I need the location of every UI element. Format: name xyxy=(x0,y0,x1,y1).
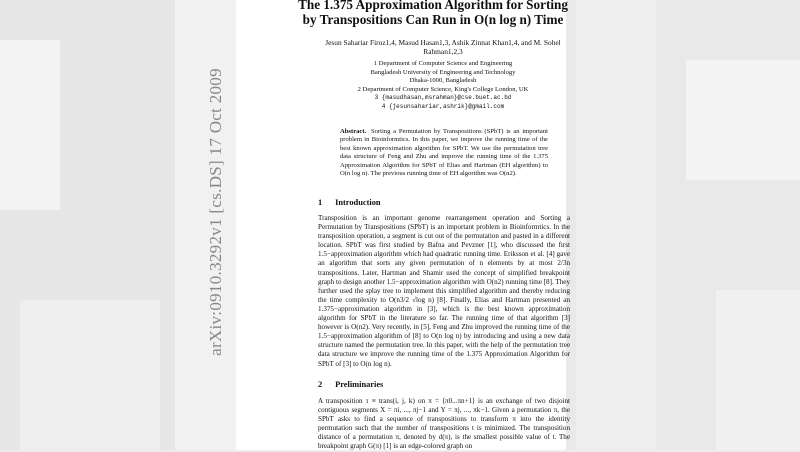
intro-paragraph: Transposition is an important genome rearrangement operation and Sorting a Permutation by Transpositions (SPbT) is an important problem in Bioinformtics. In the transposition operation, a segment is cut out of the permutation and pasted in a different location. SPbT was first studied by Bafna and Pevzner [1], who discussed the first 1.5−approximation algorithm which had quadratic running time. Eriksson et al. [4] gave an algorithm that sorts any given permutation of n elements by at most 2/3n transpositions. Later, Hartman and Shamir used the concept of simplified breakpoint graph to design another 1.5−approximation algorithm with O(n2) running time [8]. They further used the splay tree to implement this simplified algorithm and thereby reducing the time complexity to O(n3/2 √log n) [8]. Finally, Elias and Hartman presented an 1.375−approximation algorithm in [3], which is the best known approximation algorithm for SPbT in the literature so far. The running time of that algorithm [3] however is O(n2). Very recently, in [5], Feng and Zhu improved the running time of the 1.5−approximation algorithm of [8] to O(n log n) by introducing and using a new data structure named the permutation tree. In this paper, with the help of the permutation tree data structure we improve the running time of the 1.375 Approximation Algorithm for SPbT of [3] to O(n log n). xyxy=(318,214,570,368)
abstract xyxy=(340,128,548,178)
email-line: 3 {masudhasan,msrahman}@cse.buet.ac.bd xyxy=(374,94,512,102)
left-background xyxy=(0,0,236,450)
affiliation-line: Bangladesh University of Engineering and Technology xyxy=(370,68,516,76)
background-shape xyxy=(576,0,656,450)
background-shape xyxy=(0,40,60,210)
paper-title xyxy=(283,0,583,27)
title-line: The 1.375 Approximation Algorithm for Sorting xyxy=(298,0,568,12)
background-shape xyxy=(686,60,800,180)
abstract-label: Abstract. xyxy=(340,128,367,135)
arxiv-identifier: arXiv:0910.3292v1 [cs.DS] 17 Oct 2009 xyxy=(206,68,225,356)
preliminaries-paragraph: A transposition τ ≡ trans(i, j, k) on π = ⟨π0...πn+1⟩ is an exchange of two disjoint contiguous segments X = πi, ..., πj−1 and Y = πj, ..., πk−1. Given a permutation π, the SPbT asks to find a sequence of transpositions to transform π into the identity permutation such that the number of transpositions t is minimized. The transposition distance of a permutation π, denoted by d(π), is the smallest possible value of t. The breakpoint graph G(π) [1] is an edge-colored graph on xyxy=(318,397,570,451)
affiliation-line: 2 Department of Computer Science, King's College London, UK xyxy=(357,85,529,93)
section-heading-introduction xyxy=(318,198,381,207)
email-line: 4 {jesunsahariar,ashrik}@gmail.com xyxy=(381,102,505,110)
background-shape xyxy=(716,290,800,450)
section-number: 2 xyxy=(318,380,323,389)
abstract-text: Sorting a Permutation by Transpositions (SPbT) is an important problem in Bioinformtics. In this paper, we improve the running time of the best known approximation algorithm for SPbT. We use the permutation tree data structure of Feng and Zhu and improve the running time of the 1.375 Approximation Algorithm for SPbT of Elias and Hartman (EH algorithm) to O(n log n). The previous running time of EH algorithm was O(n2). xyxy=(340,128,548,178)
section-number: 1 xyxy=(318,198,323,207)
section-title: Introduction xyxy=(335,198,381,207)
background-shape xyxy=(20,300,160,450)
affiliations xyxy=(318,60,568,112)
author-line: Rahman1,2,3 xyxy=(423,47,463,56)
section-heading-preliminaries xyxy=(318,380,383,389)
title-line: by Transpositions Can Run in O(n log n) Time xyxy=(302,12,564,27)
right-background xyxy=(566,0,800,450)
affiliation-line: 1 Department of Computer Science and Engineering xyxy=(373,60,513,67)
author-list xyxy=(318,38,568,56)
section-title: Preliminaries xyxy=(335,380,384,389)
affiliation-line: Dhaka-1000, Bangladesh xyxy=(409,77,477,85)
author-line: Jesun Sahariar Firoz1,4, Masud Hasan1,3, Ashik Zinnat Khan1,4, and M. Sohel xyxy=(325,38,561,47)
